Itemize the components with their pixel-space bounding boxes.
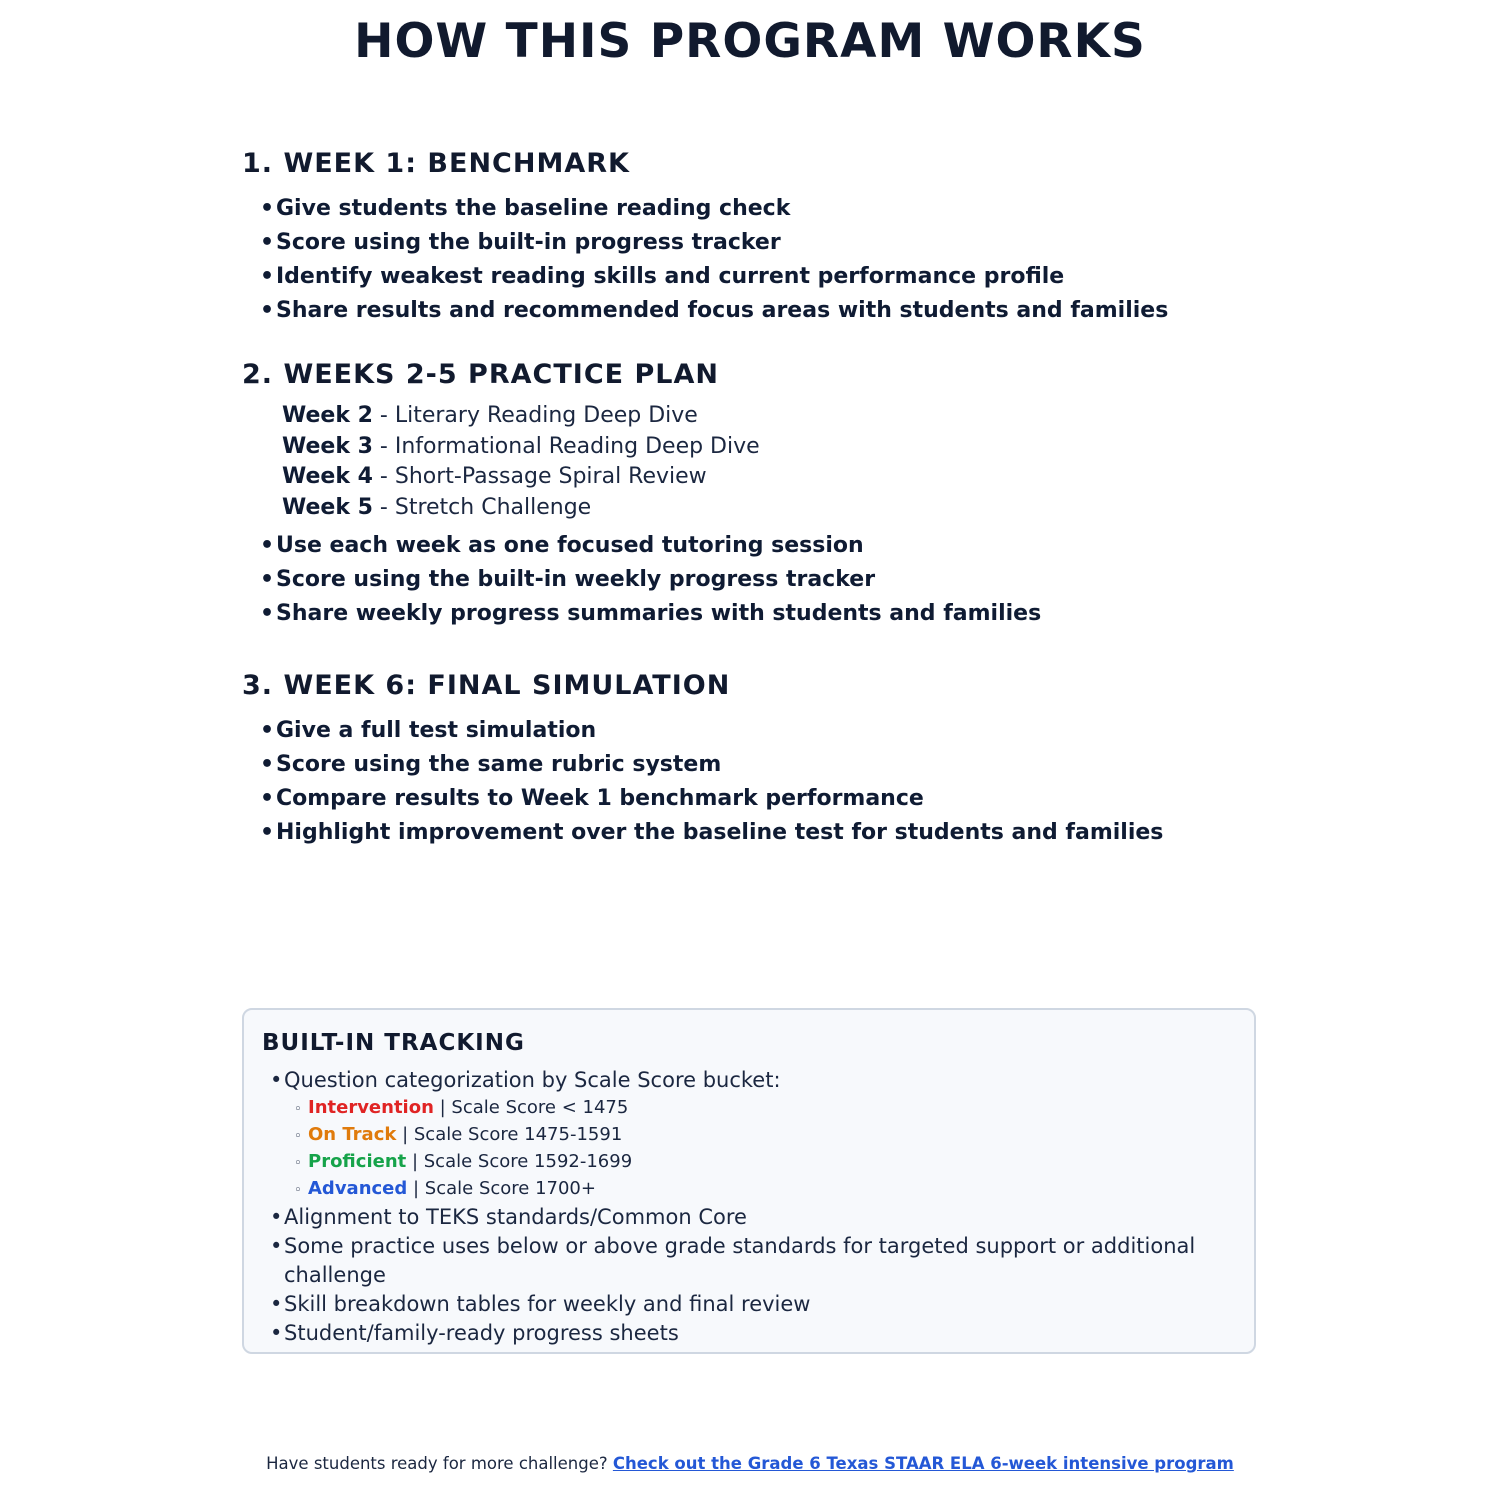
- week-topic: Short-Passage Spiral Review: [394, 464, 707, 489]
- bullet-icon: •: [260, 786, 275, 811]
- week-label: Week 2: [282, 403, 373, 428]
- bullet-icon: •: [260, 298, 275, 323]
- bullet-icon: •: [260, 533, 275, 558]
- tracking-heading: BUILT-IN TRACKING: [262, 1030, 525, 1056]
- list-item: •Score using the built-in progress tracker: [260, 226, 1262, 260]
- list-item: •Highlight improvement over the baseline test for students and families: [260, 816, 1262, 850]
- bullet-icon: •: [260, 196, 275, 221]
- level-range: | Scale Score 1700+: [407, 1178, 596, 1199]
- categorization-text: Question categorization by Scale Score bucket:: [284, 1068, 781, 1092]
- list-item: •Score using the same rubric system: [260, 748, 1262, 782]
- ring-bullet-icon: ◦: [294, 1183, 302, 1198]
- level-range: | Scale Score 1592-1699: [406, 1151, 633, 1172]
- bullet-icon: •: [270, 1205, 283, 1229]
- bullet-list: [242, 192, 1262, 328]
- bullet-icon: •: [270, 1068, 283, 1092]
- week-topic: Literary Reading Deep Dive: [394, 403, 698, 428]
- bullet-icon: •: [260, 567, 275, 592]
- list-item: •Compare results to Week 1 benchmark performance: [260, 782, 1262, 816]
- list-item: • Alignment to TEKS standards/Common Core: [270, 1203, 1236, 1232]
- week-row: Week 3 - Informational Reading Deep Dive: [282, 433, 760, 459]
- score-bucket-item: [294, 1095, 1236, 1122]
- list-item: •Use each week as one focused tutoring session: [260, 529, 1262, 563]
- level-name: Intervention: [308, 1097, 434, 1118]
- list-item: •Give a full test simulation: [260, 714, 1262, 748]
- section-weeks-2-5: [242, 357, 1262, 631]
- bullet-icon: •: [270, 1234, 283, 1258]
- level-name: Proficient: [308, 1151, 407, 1172]
- bullet-icon: •: [270, 1292, 283, 1316]
- level-name: On Track: [308, 1124, 397, 1145]
- score-bucket-list: [284, 1095, 1236, 1203]
- week-label: Week 4: [282, 464, 373, 489]
- list-item: •Share weekly progress summaries with students and families: [260, 597, 1262, 631]
- bullet-icon: •: [260, 820, 275, 845]
- bullet-icon: •: [260, 264, 275, 289]
- level-range: | Scale Score 1475-1591: [396, 1124, 623, 1145]
- bullet-icon: •: [260, 752, 275, 777]
- score-bucket-item: [294, 1122, 1236, 1149]
- week-row: Week 4 - Short-Passage Spiral Review: [282, 464, 707, 489]
- week-topic: Informational Reading Deep Dive: [394, 433, 760, 459]
- bullet-list: [242, 714, 1262, 850]
- built-in-tracking-panel: [242, 1008, 1256, 1354]
- list-item: • Student/family-ready progress sheets: [270, 1319, 1236, 1348]
- ring-bullet-icon: ◦: [294, 1129, 302, 1144]
- bullet-list: [242, 529, 1262, 631]
- bullet-icon: •: [260, 230, 275, 255]
- score-bucket-item: [294, 1176, 1236, 1203]
- grade-6-program-link[interactable]: Check out the Grade 6 Texas STAAR ELA 6-week intensive program: [612, 1454, 1234, 1473]
- section-heading: 1. WEEK 1: BENCHMARK: [242, 148, 630, 179]
- ring-bullet-icon: ◦: [294, 1156, 302, 1171]
- list-item: • Some practice uses below or above grade standards for targeted support or additional challenge: [270, 1234, 1196, 1287]
- footer: [0, 1454, 1500, 1473]
- list-item: • Skill breakdown tables for weekly and final review: [270, 1290, 1236, 1319]
- section-week-6: [242, 668, 1262, 850]
- list-item: •Score using the built-in weekly progress tracker: [260, 563, 1262, 597]
- week-row: Week 2 - Literary Reading Deep Dive: [282, 403, 698, 428]
- list-item: •Identify weakest reading skills and current performance profile: [260, 260, 1262, 294]
- level-name: Advanced: [308, 1178, 408, 1199]
- level-range: | Scale Score < 1475: [433, 1097, 629, 1118]
- section-week-1: [242, 146, 1262, 328]
- ring-bullet-icon: ◦: [294, 1102, 302, 1117]
- section-heading: 3. WEEK 6: FINAL SIMULATION: [242, 670, 731, 701]
- page-title: HOW THIS PROGRAM WORKS: [354, 14, 1146, 69]
- bullet-icon: •: [260, 718, 275, 743]
- week-label: Week 5: [282, 494, 373, 520]
- week-label: Week 3: [282, 433, 373, 459]
- footer-text: Have students ready for more challenge?: [266, 1454, 613, 1473]
- list-item: [270, 1066, 1236, 1203]
- bullet-icon: •: [270, 1321, 283, 1345]
- week-schedule: [282, 401, 1262, 523]
- tracking-list: [262, 1066, 1236, 1348]
- list-item: •Share results and recommended focus areas with students and families: [260, 294, 1262, 328]
- section-heading: 2. WEEKS 2-5 PRACTICE PLAN: [242, 359, 719, 390]
- bullet-icon: •: [260, 601, 275, 626]
- week-topic: Stretch Challenge: [394, 494, 592, 520]
- score-bucket-item: [294, 1149, 1236, 1176]
- week-row: Week 5 - Stretch Challenge: [282, 494, 592, 520]
- list-item: •Give students the baseline reading check: [260, 192, 1262, 226]
